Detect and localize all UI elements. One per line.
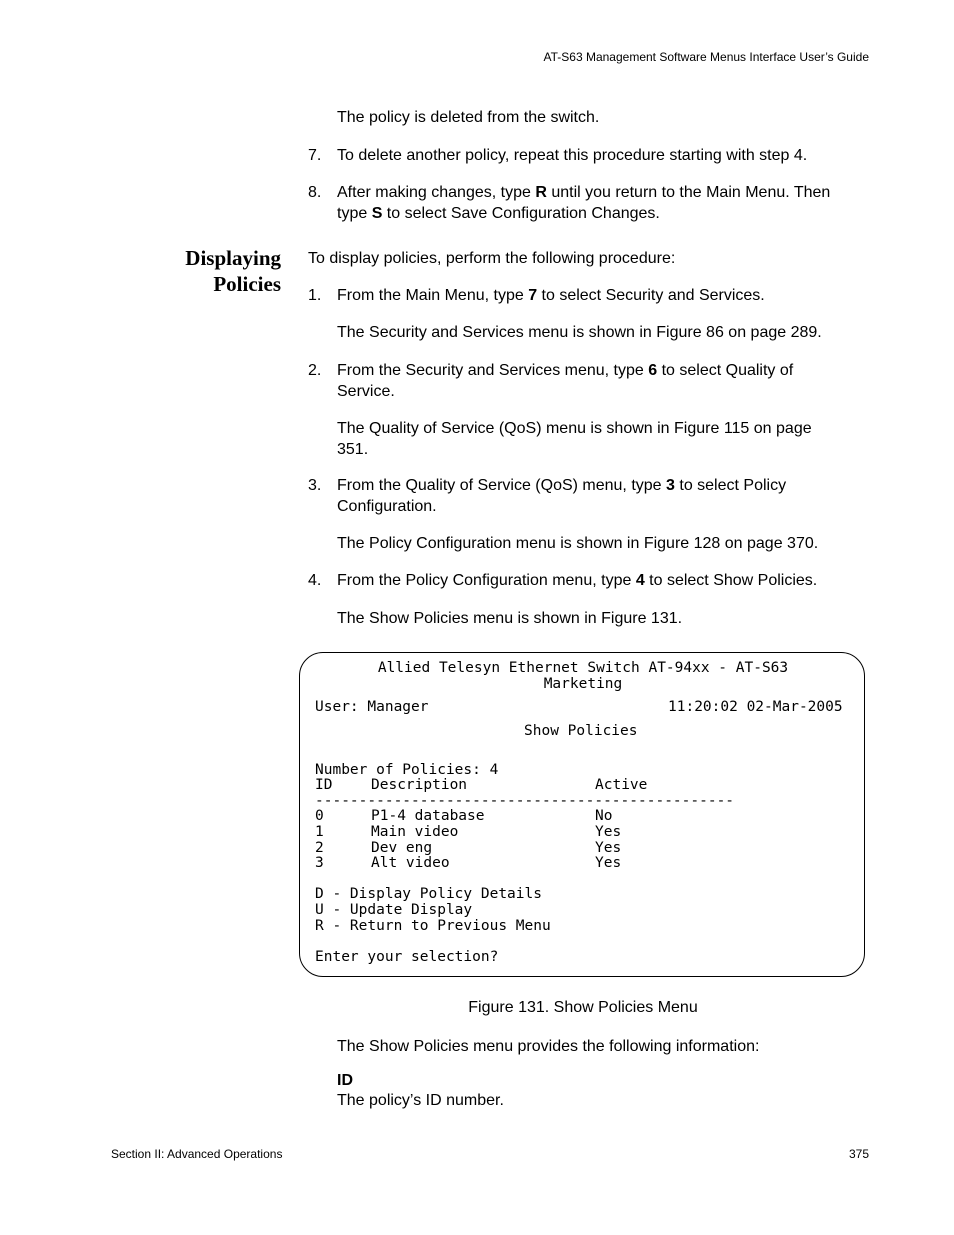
section-heading: Displaying Policies [185,246,281,296]
step-1-number: 1. [308,287,322,304]
step-4-note: The Show Policies menu is shown in Figure 131. [337,610,683,627]
option-update-display: U - Update Display [315,902,473,918]
row-description: P1-4 database [371,808,485,824]
terminal-datetime: 11:20:02 02-Mar-2005 [668,699,843,715]
row-description: Dev eng [371,840,433,856]
field-definition: The policy’s ID number. [337,1092,504,1109]
step-3-text: From the Quality of Service (QoS) menu, type 3 to select Policy Configuration. [337,477,787,515]
row-active: Yes [595,855,622,871]
step-3-note: The Policy Configuration menu is shown in Figure 128 on page 370. [337,535,819,552]
row-description: Alt video [371,855,450,871]
step-1-note: The Security and Services menu is shown in Figure 86 on page 289. [337,324,822,341]
row-description: Main video [371,824,459,840]
step-2-text: From the Security and Services menu, type 6 to select Quality of Service. [337,362,794,400]
row-id: 3 [315,855,324,871]
key-r: R [535,184,547,201]
row-id: 0 [315,808,324,824]
step-8-text: After making changes, type R until you return to the Main Menu. Then type S to select Save Configuration Changes. [337,184,831,222]
deleted-note: The policy is deleted from the switch. [337,109,600,126]
step-3-number: 3. [308,477,322,494]
field-term: ID [337,1072,353,1089]
row-active: No [595,808,613,824]
step-1-text: From the Main Menu, type 7 to select Security and Services. [337,287,765,304]
step-7-number: 7. [308,147,322,164]
procedure-lead: To display policies, perform the following procedure: [308,250,676,267]
option-display-details: D - Display Policy Details [315,886,542,902]
key-s: S [371,204,383,222]
step-7-text: To delete another policy, repeat this procedure starting with step 4. [337,147,808,164]
step-2-number: 2. [308,362,322,379]
figure-caption: Figure 131. Show Policies Menu [468,999,698,1016]
page-number: 375 [848,1147,869,1161]
column-id: ID [315,777,333,793]
step-4-number: 4. [308,572,322,589]
option-return: R - Return to Previous Menu [315,918,551,934]
step-4-text: From the Policy Configuration menu, type 4 to select Show Policies. [337,572,818,589]
running-header: AT-S63 Management Software Menus Interface User’s Guide [543,50,869,64]
row-id: 1 [315,824,324,840]
info-intro: The Show Policies menu provides the following information: [337,1038,760,1055]
column-description: Description [371,777,468,793]
step-8-number: 8. [308,184,322,201]
column-active: Active [595,777,648,793]
terminal-menu-title: Show Policies [524,723,638,739]
column-rule: ------------------------------------------------ [315,793,735,809]
row-active: Yes [595,824,622,840]
terminal-title: Allied Telesyn Ethernet Switch AT-94xx - AT-S63 [377,660,789,676]
row-active: Yes [595,840,622,856]
selection-prompt: Enter your selection? [315,949,499,965]
terminal-location: Marketing [543,676,623,692]
step-2-note: The Quality of Service (QoS) menu is shown in Figure 115 on page 351. [337,420,812,458]
policy-count: Number of Policies: 4 [315,762,499,778]
footer-section: Section II: Advanced Operations [111,1147,283,1161]
row-id: 2 [315,840,324,856]
terminal-user: User: Manager [315,699,429,715]
